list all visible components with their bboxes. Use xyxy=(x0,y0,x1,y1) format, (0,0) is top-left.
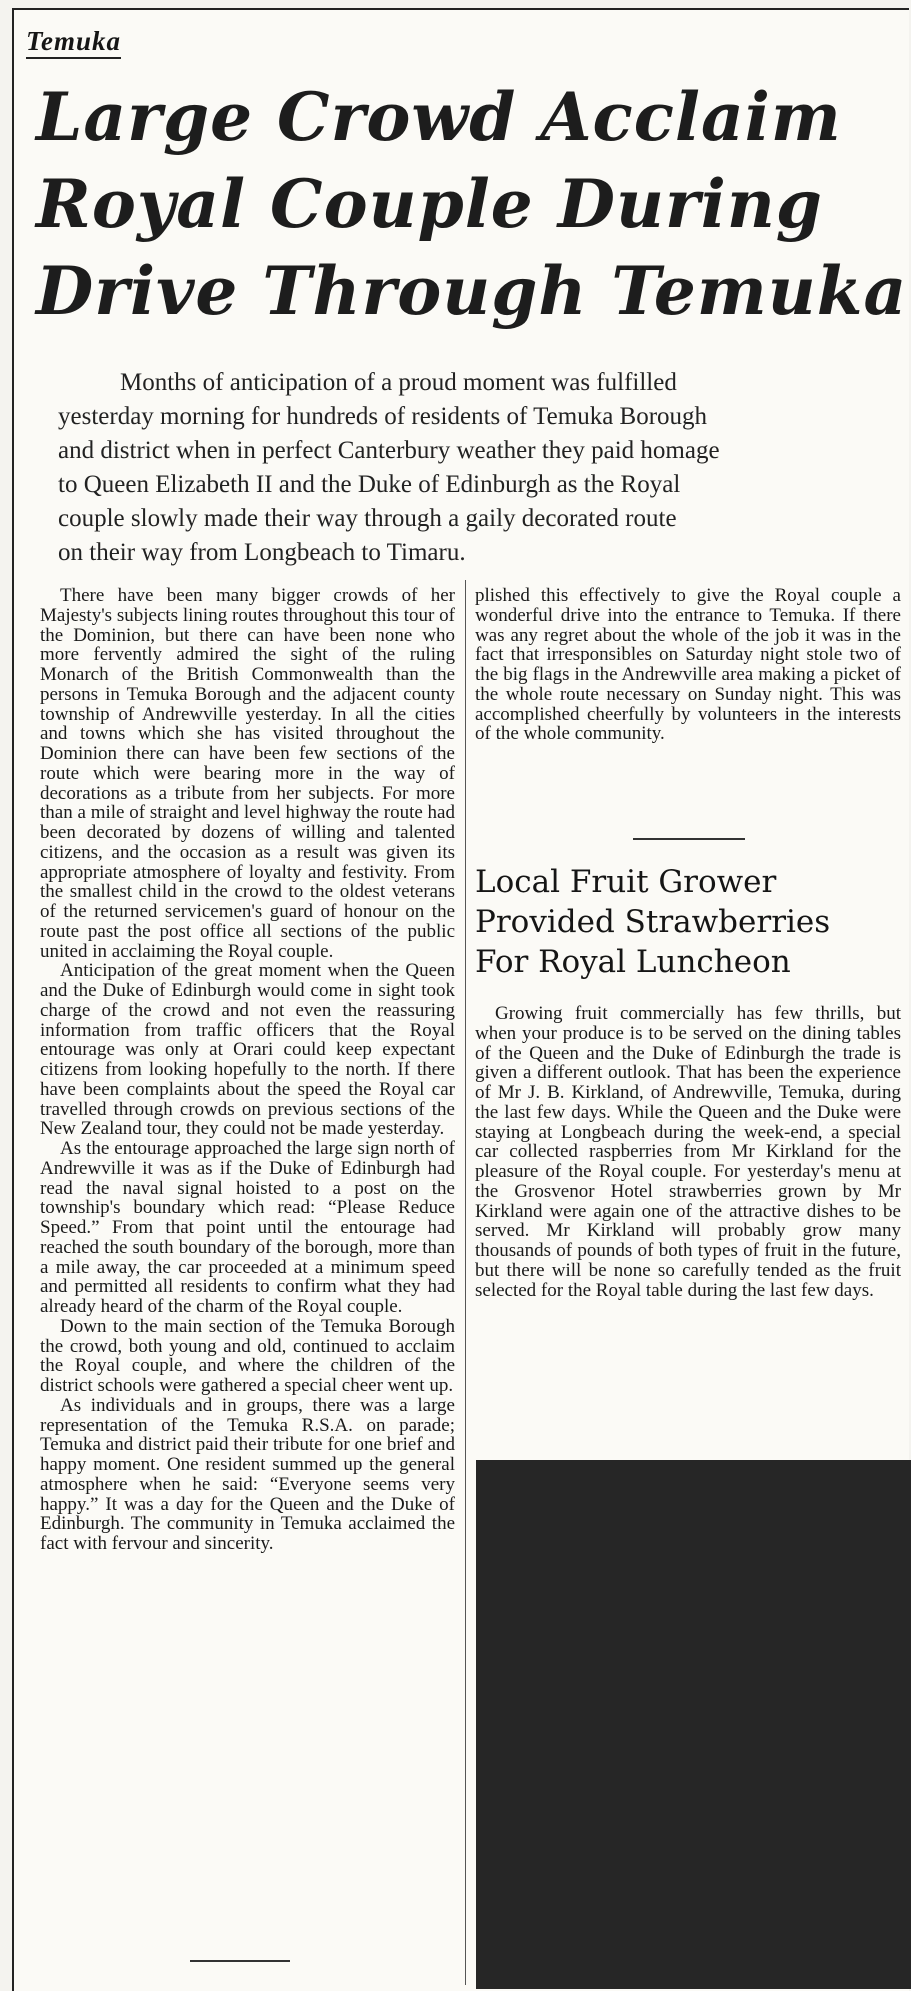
body-paragraph: There have been many bigger crowds of her Majesty's subjects lining routes throughout this tour of the Dominion, but there can have been none who more fervently admired the sight of the ruling Monarch of the British Commonwealth than the persons in Temuka Borough and the adjacent county township of Andrewville yesterday. In all the cities and towns which she has visited throughout the Dominion there can have been few sections of the route which were bearing more in the way of decorations as a tribute from her subjects. For more than a mile of straight and level highway the route had been decorated by dozens of willing and talented citizens, and the occasion as a result was given its appropriate atmosphere of loyalty and festivity. From the smallest child in the crowd to the oldest veterans of the returned servicemen's guard of honour on the route past the post office all sections of the public united in acclaiming the Royal couple. xyxy=(40,585,455,962)
sidebar-headline-line: Local Fruit Grower xyxy=(475,864,777,900)
headline-line: Royal Couple During xyxy=(36,165,823,243)
standfirst xyxy=(58,366,868,570)
article-continuation-column xyxy=(475,586,901,744)
continuation-paragraph: plished this effectively to give the Royal couple a wonderful drive into the entrance to Temuka. If there was any regret about the whole of the job it was in the fact that irresponsibles on Saturday night stole two of the big flags in the Andrewville area making a picket of the whole route necessary on Sunday night. This was accomplished cheerfully by volunteers in the interests of the whole community. xyxy=(475,585,901,745)
headline-line: Large Crowd Acclaim xyxy=(36,78,842,156)
body-paragraph: As individuals and in groups, there was a large representation of the Temuka R.S.A. on parade; Temuka and district paid their tribute for one brief and happy moment. One resident summed up the general atmosphere when he said: “Everyone seems very happy.” It was a day for the Queen and the Duke of Edinburgh. The community in Temuka acclaimed the fact with fervour and sincerity. xyxy=(40,1394,455,1554)
sidebar-headline-line: Provided Strawberries xyxy=(475,904,831,940)
standfirst-line: yesterday morning for hundreds of residents of Temuka Borough xyxy=(58,403,708,430)
body-paragraph: Down to the main section of the Temuka Borough the crowd, both young and old, continued to acclaim the Royal couple, and where the children of the district schools were gathered a special cheer went up. xyxy=(40,1315,455,1396)
photo-placeholder xyxy=(476,1460,911,1989)
section-label: Temuka xyxy=(26,26,121,59)
sidebar-headline xyxy=(475,862,901,982)
standfirst-line: and district when in perfect Canterbury weather they paid homage xyxy=(58,437,720,464)
body-paragraph: Anticipation of the great moment when the Queen and the Duke of Edinburgh would come in sight took charge of the crowd and not even the reassuring information from traffic officers that the Royal entourage was only at Orari could keep expectant citizens from looking hopefully to the north. If there have been complaints about the speed the Royal car travelled through crowds on previous sections of the New Zealand tour, they could not be made yesterday. xyxy=(40,960,455,1140)
end-rule xyxy=(190,1960,290,1962)
main-headline xyxy=(36,74,908,335)
sidebar-headline-line: For Royal Luncheon xyxy=(475,944,791,980)
headline-line: Drive Through Temuka xyxy=(36,252,908,330)
sidebar-article-body xyxy=(475,1004,901,1300)
standfirst-line: on their way from Longbeach to Timaru. xyxy=(58,539,466,566)
article-separator-rule xyxy=(633,838,745,840)
standfirst-line: to Queen Elizabeth II and the Duke of Edinburgh as the Royal xyxy=(58,471,681,498)
sidebar-paragraph: Growing fruit commercially has few thrills, but when your produce is to be served on the dining tables of the Queen and the Duke of Edinburgh the trade is given a different outlook. That has been the experience of Mr J. B. Kirkland, of Andrewville, Temuka, during the last few days. While the Queen and the Duke were staying at Longbeach during the week-end, a special car collected raspberries from Mr Kirkland for the pleasure of the Royal couple. For yesterday's menu at the Grosvenor Hotel strawberries grown by Mr Kirkland were again one of the attractive dishes to be served. Mr Kirkland will probably grow many thousands of pounds of both types of fruit in the future, but there will be none so carefully tended as the fruit selected for the Royal table during the last few days. xyxy=(475,1003,901,1301)
standfirst-line: Months of anticipation of a proud moment was fulfilled xyxy=(120,369,677,396)
column-divider xyxy=(465,580,466,1985)
standfirst-line: couple slowly made their way through a gaily decorated route xyxy=(58,505,677,532)
body-paragraph: As the entourage approached the large sign north of Andrewville it was as if the Duke of Edinburgh had read the naval signal hoisted to a post on the township's boundary which read: “Please Reduce Speed.” From that point until the entourage had reached the south boundary of the borough, more than a mile away, the car proceeded at a minimum speed and permitted all residents to confirm what they had already heard of the charm of the Royal couple. xyxy=(40,1138,455,1317)
article-body-column xyxy=(40,586,455,1554)
